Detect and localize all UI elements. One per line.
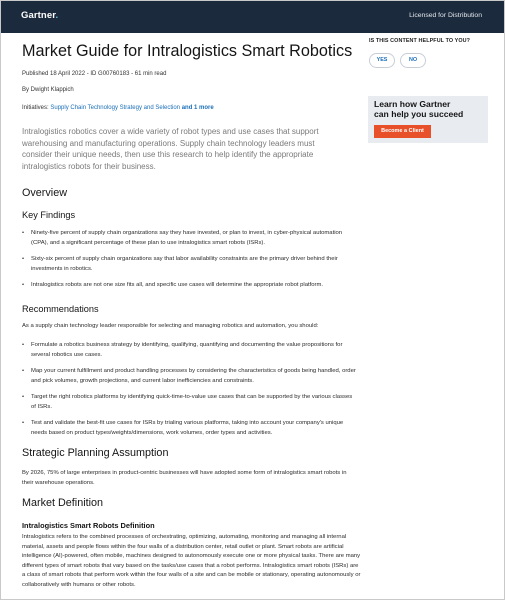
bullet: • bbox=[22, 230, 25, 236]
top-bar bbox=[1, 1, 504, 33]
bullet: • bbox=[22, 256, 25, 262]
bullet: • bbox=[22, 342, 25, 348]
recommendation-text: Test and validate the best-fit use cases for ISRs by trialing various platforms, taking into account your company's unique needs based on product types/weights/dimensions, work volumes, order types and activities. bbox=[31, 420, 344, 436]
yes-button[interactable]: YES bbox=[369, 53, 395, 68]
finding-text: Ninety-five percent of supply chain organizations say they have invested, or plan to invest, in cyber-physical automation (CPA), and a significant percentage of these plan to use intralogistics smart robots (ISRs). bbox=[31, 230, 343, 246]
initiatives bbox=[22, 104, 347, 112]
recommendations-intro: As a supply chain technology leader responsible for selecting and managing robotics and automation, you should: bbox=[22, 323, 319, 329]
feedback-question: IS THIS CONTENT HELPFUL TO YOU? bbox=[369, 38, 471, 44]
cta-panel bbox=[368, 96, 488, 143]
bullet: • bbox=[22, 368, 25, 374]
initiatives-label: Initiatives: bbox=[22, 105, 49, 111]
bullet: • bbox=[22, 420, 25, 426]
feedback-widget bbox=[369, 38, 489, 63]
cta-line-1: Learn how Gartner bbox=[374, 99, 451, 109]
no-button[interactable]: NO bbox=[400, 53, 426, 68]
licensed-label: Licensed for Distribution bbox=[409, 12, 482, 19]
recommendation-item bbox=[22, 393, 357, 412]
logo-text: Gartner bbox=[21, 10, 56, 21]
page-title: Market Guide for Intralogistics Smart Robotics bbox=[22, 42, 353, 60]
bullet: • bbox=[22, 394, 25, 400]
finding-item bbox=[22, 255, 357, 274]
recommendation-text: Target the right robotics platforms by identifying quick-time-to-value use cases that can be supported by the various classes of ISRs. bbox=[31, 394, 353, 410]
document-header bbox=[22, 41, 353, 112]
recommendation-item bbox=[22, 419, 357, 438]
finding-text: Sixty-six percent of supply chain organizations say that labor availability constraints are the primary driver behind their investments in robotics. bbox=[31, 256, 338, 272]
finding-text: Intralogistics robots are not one size fits all, and specific use cases will determine the appropriate robot platform. bbox=[31, 282, 324, 288]
gartner-logo[interactable] bbox=[21, 10, 58, 21]
cta-line-2: can help you succeed bbox=[374, 108, 464, 119]
summary-text: Intralogistics robotics cover a wide variety of robot types and use cases that support warehousing and manufacturing operations. Supply chain technology leaders must consider their unique needs, then use this research to help identify the appropriate intralogistics robots for their business. bbox=[22, 127, 319, 171]
become-client-button[interactable]: Become a Client bbox=[374, 125, 431, 138]
bullet: • bbox=[22, 282, 25, 288]
spa-text: By 2026, 75% of large enterprises in product-centric businesses will have adopted some form of intralogistics smart robots in their warehouse operations. bbox=[22, 470, 347, 486]
key-findings-heading: Key Findings bbox=[22, 210, 76, 220]
finding-item bbox=[22, 229, 357, 248]
publication-meta: Published 18 April 2022 - ID G00760183 - 61 min read bbox=[22, 71, 167, 77]
recommendation-item bbox=[22, 341, 357, 360]
isr-definition-text: Intralogistics refers to the combined processes of orchestrating, optimizing, automating, monitoring and managing all internal material, assets and people flows within the four walls of a distribution center, retail outlet or plant. Smart robots are artificial intelligence (AI)-powered, often mobile, machines designed to autonomously execute one or more physical tasks. There are many different types of smart robots that vary based on the tasks/use cases that a robot performs. Intralogistics smart robots (ISRs) are a class of smart robots that perform work within the four walls of a site and can be mobile or stationary, operating autonomously or collaboratively with humans or other robots. bbox=[22, 534, 361, 588]
recommendation-text: Formulate a robotics business strategy by identifying, qualifying, quantifying and documenting the value propositions for several robotics use cases. bbox=[31, 342, 343, 358]
isr-definition-heading: Intralogistics Smart Robots Definition bbox=[22, 521, 155, 530]
overview-heading: Overview bbox=[22, 187, 67, 199]
recommendations-heading: Recommendations bbox=[22, 304, 99, 314]
finding-item bbox=[22, 281, 357, 291]
recommendation-item bbox=[22, 367, 357, 386]
cta-heading bbox=[374, 100, 463, 119]
author-byline: By Dwight Klappich bbox=[22, 87, 74, 93]
initiative-link[interactable]: Supply Chain Technology Strategy and Selection bbox=[50, 105, 181, 111]
recommendation-text: Map your current fulfillment and product handling processes by considering the characteristics of goods being handled, order and pick volumes, growth projections, and current labor inefficiencies and constraints. bbox=[31, 368, 356, 384]
logo-dot: . bbox=[55, 10, 59, 21]
spa-heading: Strategic Planning Assumption bbox=[22, 447, 169, 459]
initiatives-more-link[interactable]: and 1 more bbox=[181, 105, 214, 111]
market-definition-heading: Market Definition bbox=[22, 497, 104, 509]
